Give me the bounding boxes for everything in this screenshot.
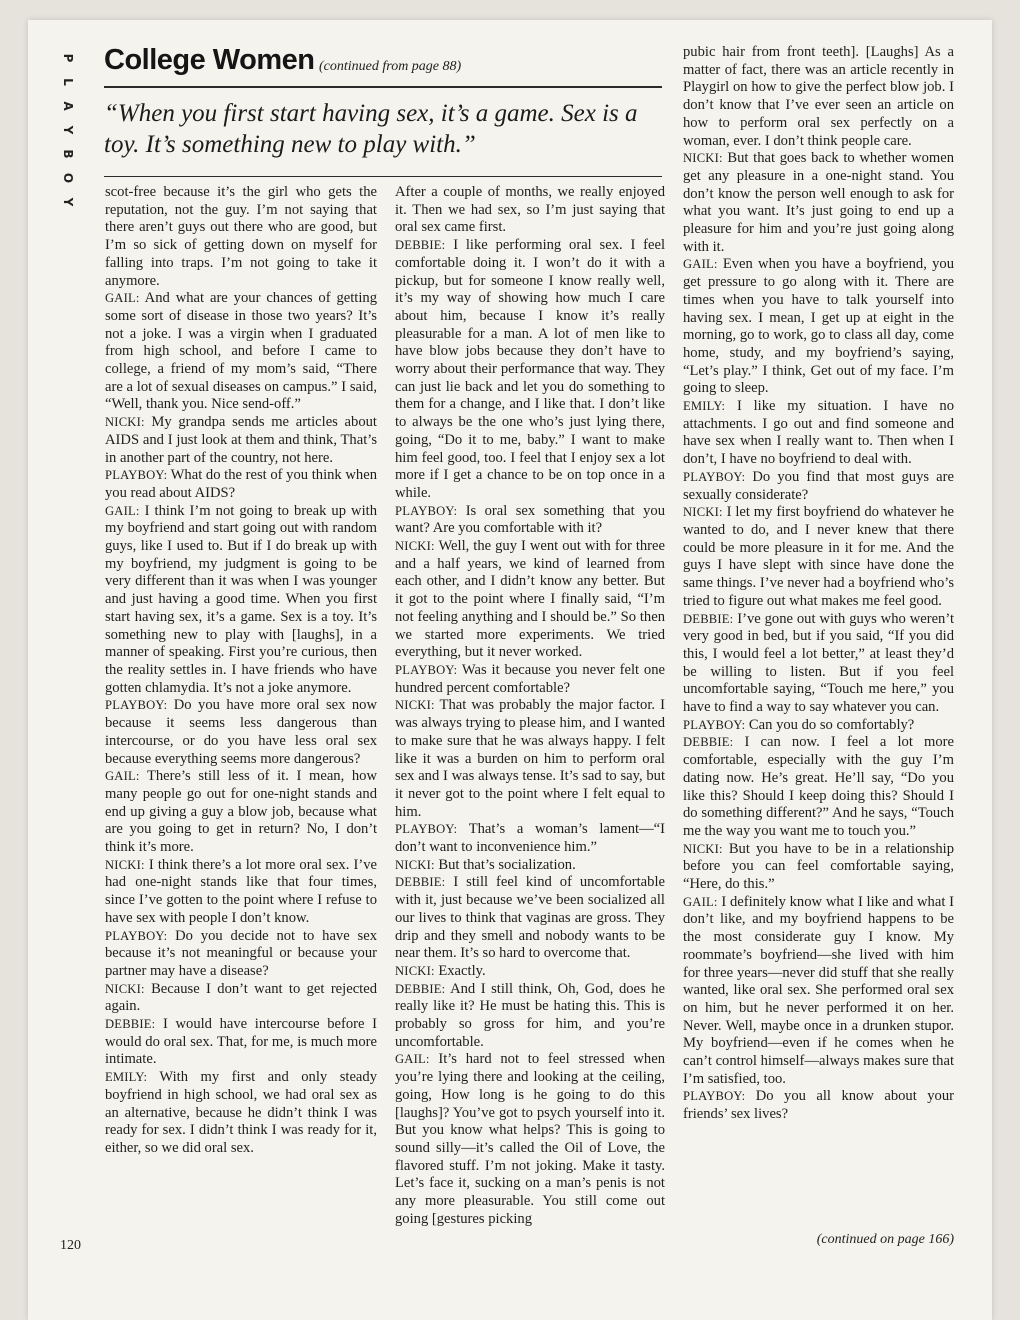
logo-letter: Y [61,125,75,135]
paragraph-text: That’s a woman’s lament—“I don’t want to inconvenience him.” [395,821,665,856]
article-paragraph [395,662,665,697]
pull-quote-rule [104,176,662,177]
logo-letter: L [61,78,75,86]
paragraph-text: Because I don’t want to get rejected again. [105,980,377,1015]
speaker-label: NICKI: [683,505,723,520]
speaker-label: GAIL: [105,291,140,306]
paragraph-text: Do you have more oral sex now because it seems less dangerous than intercourse, or do you have less oral sex because everything seems more dangerous? [105,697,377,767]
paragraph-text: I let my first boyfriend do whatever he wanted to do, and I never knew that there could be more pleasure in it for me. And the guys I have slept with since have done the same things. I’ve never had a boyfriend who’s tried to figure out what makes me feel good. [683,504,954,609]
speaker-label: NICKI: [395,539,435,554]
paragraph-text: pubic hair from front teeth]. [Laughs] As a matter of fact, there was an article recently in Playgirl on how to give the perfect blow job. I don’t know that I’ve ever seen an article on how to perform oral sex perfectly on a woman, ever. I don’t think people care. [683,44,954,149]
article-paragraph [683,734,954,840]
speaker-label: DEBBIE: [105,1017,156,1032]
article-paragraph [105,1016,377,1069]
paragraph-text: Even when you have a boyfriend, you get pressure to go along with it. There are times when you have to talk yourself into having sex. I mean, I get up at eight in the morning, go to work, go to class all day, come home, study, and my boyfriend’s saying, “Let’s play.” I think, Get out of my face. I’m going to sleep. [683,256,954,397]
article-paragraph [395,184,665,237]
article-paragraph [395,237,665,503]
article-paragraph [683,469,954,504]
article-paragraph [395,1051,665,1228]
text-column-2 [395,184,665,1228]
article-paragraph [395,963,665,981]
speaker-label: DEBBIE: [395,875,446,890]
speaker-label: PLAYBOY: [395,822,458,837]
speaker-label: NICKI: [395,698,435,713]
article-paragraph [683,1088,954,1123]
article-paragraph [395,697,665,821]
paragraph-text: I can now. I feel a lot more comfortable, especially with the guy I’m dating now. He’s great. He’ll say, “Do you like this? Should I keep doing this? Should I do something different?” And he says, “Touch me the way you want me to touch you.” [683,734,954,839]
speaker-label: GAIL: [683,894,718,909]
article-paragraph [105,503,377,698]
paragraph-text: I definitely know what I like and what I don’t like, and my boyfriend happens to be the most considerate guy I know. My roommate’s boyfriend—she lived with him for three years—never did stuff that she really wanted, like oral sex. She performed oral sex on him, but he never performed it on her. Never. Well, maybe once in a drunken stupor. My boyfriend—even if he comes when he can’t control himself—always makes sure that I’m satisfied, too. [683,893,955,1087]
speaker-label: DEBBIE: [395,981,446,996]
speaker-label: EMILY: [683,399,726,414]
page-number: 120 [60,1238,81,1253]
article-paragraph [105,467,377,502]
speaker-label: NICKI: [683,151,723,166]
paragraph-text: And what are your chances of getting some sort of disease in those two years? It’s not a joke. I was a virgin when I graduated from high school, and before I came to college, a friend of my mom’s said, “There are a lot of sexual diseases on campus.” I said, “Well, thank you. Nice send-off.” [105,290,377,413]
paragraph-text: That was probably the major factor. I was always trying to please him, and I wanted to make sure that he was always happy. I felt like it was a burden on him to perform oral sex and I was always tense. It’s sad to say, but it never got to the point where I felt equal to him. [395,697,666,820]
article-paragraph [395,821,665,856]
article-title: College Women [104,44,315,76]
article-paragraph [105,1069,377,1158]
paragraph-text: Do you find that most guys are sexually considerate? [683,468,954,503]
article-paragraph [683,398,954,469]
paragraph-text: My grandpa sends me articles about AIDS and I just look at them and think, That’s in another part of the country, not here. [105,414,377,466]
article-paragraph [105,768,377,857]
speaker-label: PLAYBOY: [395,503,458,518]
paragraph-text: But that goes back to whether women get any pleasure in a one-night stand. You don’t know the person well enough to ask for what you want. It’s just going to end up a pleasure for him and you’re just going along with it. [683,150,954,255]
speaker-label: NICKI: [395,963,435,978]
article-paragraph [105,290,377,414]
speaker-label: NICKI: [105,415,145,430]
paragraph-text: I would have intercourse before I would do oral sex. That, for me, is much more intimate. [105,1016,377,1068]
pull-quote: “When you first start having sex, it’s a game. Sex is a toy. It’s something new to play with.” [104,100,638,158]
paragraph-text: Can you do so comfortably? [748,716,915,733]
speaker-label: PLAYBOY: [105,928,168,943]
magazine-vertical-logo [54,46,75,214]
logo-letter: Y [61,197,75,207]
paragraph-text: I’ve gone out with guys who weren’t very good in bed, but if you said, “If you did this, I would feel a lot better,” at least they’d be willing to listen. But if you feel uncomfortable saying, “Touch me here,” you have to find a way to say whatever you can. [683,610,954,716]
article-paragraph [105,981,377,1016]
article-paragraph [395,538,665,662]
paragraph-text: Exactly. [438,962,486,979]
article-paragraph [683,611,954,717]
article-paragraph [395,503,665,538]
speaker-label: NICKI: [105,857,145,872]
speaker-label: DEBBIE: [683,735,734,750]
text-column-1 [105,184,377,1158]
paragraph-text: Was it because you never felt one hundred percent comfortable? [395,661,666,696]
paragraph-text: Do you all know about your friends’ sex lives? [683,1088,954,1123]
paragraph-text: What do the rest of you think when you read about AIDS? [105,467,377,501]
paragraph-text: But you have to be in a relationship before you can feel comfortable saying, “Here, do this.” [683,840,954,893]
article-paragraph [105,414,377,467]
speaker-label: PLAYBOY: [105,698,168,713]
speaker-label: PLAYBOY: [683,1089,746,1104]
speaker-label: PLAYBOY: [105,468,168,483]
article-paragraph [683,717,954,735]
paragraph-text: With my first and only steady boyfriend in high school, we had oral sex as an alternative, because he didn’t think I was ready for sex. I didn’t think I was ready for it, either, so we did oral sex. [105,1069,377,1156]
logo-letter: B [61,149,75,159]
speaker-label: NICKI: [105,981,145,996]
continued-on-note: (continued on page 166) [816,1232,954,1247]
logo-letter: A [61,101,75,111]
speaker-label: EMILY: [105,1070,148,1085]
paragraph-text: But that’s socialization. [438,856,576,873]
article-paragraph [683,44,954,150]
paragraph-text: Is oral sex something that you want? Are you comfortable with it? [395,502,665,537]
article-paragraph [105,857,377,928]
paragraph-text: There’s still less of it. I mean, how many people go out for one-night stands and end up giving a guy a blow job, because what are you going to get in return? No, I don’t think it’s more. [105,768,377,856]
article-paragraph [105,184,377,290]
article-paragraph [683,256,954,398]
speaker-label: GAIL: [395,1052,430,1067]
text-column-3 [683,44,954,1124]
paragraph-text: Do you decide not to have sex because it’s not meaningful or because your partner may have a disease? [105,927,378,979]
speaker-label: PLAYBOY: [395,662,458,677]
paragraph-text: scot-free because it’s the girl who gets the reputation, not the guy. I’m not saying that there aren’t guys out there who are good, but I’m so sick of getting down on myself for falling into traps. I’m not going to take it anymore. [105,184,377,289]
paragraph-text: I think there’s a lot more oral sex. I’ve had one-night stands like that four times, since I’ve gotten to the point where I refuse to have sex with people I don’t know. [105,856,377,926]
article-paragraph [395,981,665,1052]
paragraph-text: And I still think, Oh, God, does he really like it? He must be hating this. This is probably so gross for him, and you’re uncomfortable. [395,980,666,1050]
article-paragraph [683,504,954,610]
paragraph-text: Well, the guy I went out with for three and a half years, we kind of learned from each other, and I didn’t know any better. But it got to the point where I finally said, “I’m not feeling anything and I should be.” So then we started more experiments. We tried everything, but it never worked. [395,538,665,661]
speaker-label: DEBBIE: [395,238,446,253]
article-paragraph [105,928,377,981]
logo-letter: P [61,53,75,63]
speaker-label: DEBBIE: [683,611,734,626]
article-paragraph [395,874,665,963]
continued-from-note: (continued from page 88) [319,59,462,74]
speaker-label: GAIL: [683,257,718,272]
speaker-label: GAIL: [105,769,140,784]
paragraph-text: I think I’m not going to break up with my boyfriend and start going out with random guys, like I used to. But if I do break up with my boyfriend, my judgment is going to be very different than it was when I was younger and just having a good time. When you first start having sex, it’s a game. Sex is a toy. It’s something new to play with [laughs], in a manner of speaking. First you’re curious, then the reality settles in. I have friends who have gotten chlamydia. It’s not a joke anymore. [105,502,378,696]
header-rule [104,86,662,88]
article-paragraph [683,894,954,1089]
article-paragraph [683,841,954,894]
article-paragraph [395,857,665,875]
paragraph-text: I like my situation. I have no attachments. I go out and find someone and have sex when I really want to. Then when I don’t, I have no boyfriend to deal with. [683,398,954,468]
speaker-label: NICKI: [683,841,723,856]
paragraph-text: I still feel kind of uncomfortable with it, just because we’ve been socialized all our lives to think that vaginas are gross. They drip and they smell and nobody wants to be near them. It’s so hard to overcome that. [395,874,665,962]
paragraph-text: I like performing oral sex. I feel comfortable doing it. I won’t do it with a pickup, but for someone I know really well, it’s my way of showing how much I care about him, because I know it’s really pleasurable for a man. A lot of men like to have blow jobs because they don’t have to worry about their performance that way. They can just lie back and let you do something to them for a change, and I like that. I don’t like to always be the one who’s just lying there, going, “Do it to me, baby.” I want to make him feel good, too. I feel that I enjoy sex a lot more if I get a chance to be on top once in a while. [395,237,665,501]
speaker-label: PLAYBOY: [683,717,746,732]
paragraph-text: It’s hard not to feel stressed when you’re lying there and looking at the ceiling, going, How long is he going to do this [laughs]? You’ve got to psych yourself into it. But you know what helps? This is going to sound silly—it’s called the Oil of Love, the flavored stuff. I’m not joking. Make it tasty. Let’s face it, sucking on a man’s penis is not any more pleasurable. You still come out going [gestures picking [395,1051,666,1227]
speaker-label: PLAYBOY: [683,469,746,484]
article-paragraph [105,697,377,768]
speaker-label: NICKI: [395,857,435,872]
logo-letter: O [61,172,75,184]
article-paragraph [683,150,954,256]
paragraph-text: After a couple of months, we really enjoyed it. Then we had sex, so I’m just saying that oral sex came first. [395,184,665,236]
speaker-label: GAIL: [105,503,140,518]
